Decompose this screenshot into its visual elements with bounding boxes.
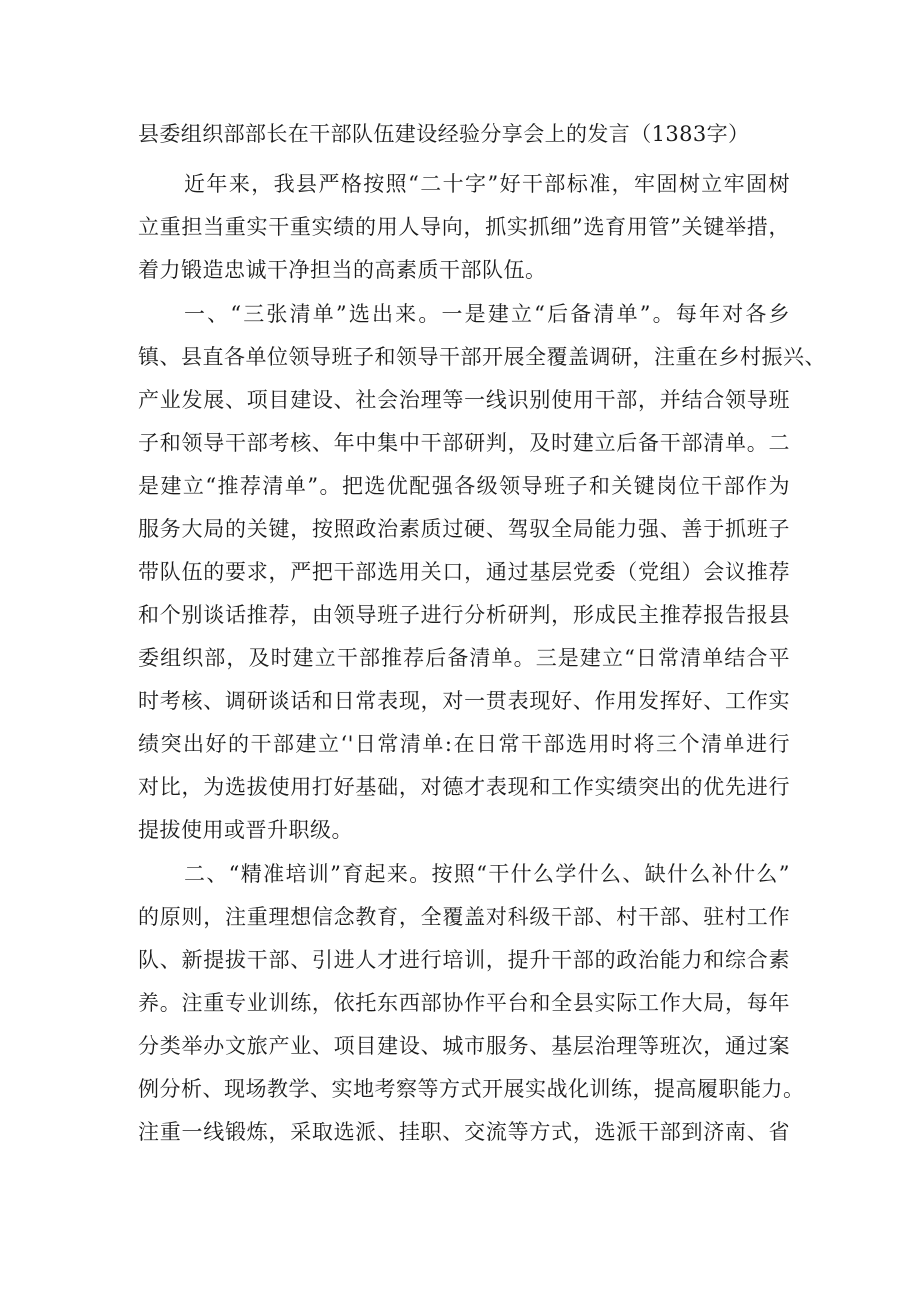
paragraph-line: 产业发展、项目建设、社会治理等一线识别使用干部，并结合领导班 xyxy=(138,388,790,412)
paragraph-line: 例分析、现场教学、实地考察等方式开展实战化训练，提高履职能力。 xyxy=(138,1077,805,1101)
paragraph-line: 时考核、调研谈话和日常表现，对一贯表现好、作用发挥好、工作实 xyxy=(138,689,790,713)
paragraph-line: 和个别谈话推荐，由领导班子进行分析研判，形成民主推荐报告报县 xyxy=(138,603,790,627)
paragraph-line: 是建立“推荐清单”。把选优配强各级领导班子和关键岗位干部作为 xyxy=(138,474,790,498)
paragraph-line: 队、新提拔干部、引进人才进行培训，提升干部的政治能力和综合素 xyxy=(138,948,790,972)
paragraph-line: 二、“精准培训”育起来。按照“干什么学什么、缺什么补什么” xyxy=(184,862,790,886)
paragraph-line: 立重担当重实干重实绩的用人导向，抓实抓细”选育用管”关键举措， xyxy=(138,215,790,239)
paragraph-line: 分类举办文旅产业、项目建设、城市服务、基层治理等班次，通过案 xyxy=(138,1034,790,1058)
document-title: 县委组织部部长在干部队伍建设经验分享会上的发言（1383字） xyxy=(138,122,750,146)
paragraph-line: 带队伍的要求，严把干部选用关口，通过基层党委（党组）会议推荐 xyxy=(138,560,790,584)
paragraph-line: 注重一线锻炼，采取选派、挂职、交流等方式，选派干部到济南、省 xyxy=(138,1120,790,1144)
paragraph-line: 的原则，注重理想信念教育，全覆盖对科级干部、村干部、驻村工作 xyxy=(138,905,790,929)
paragraph-line: 着力锻造忠诚干净担当的高素质干部队伍。 xyxy=(138,258,547,282)
paragraph-line: 对比，为选拔使用打好基础，对德才表现和工作实绩突出的优先进行 xyxy=(138,775,790,799)
paragraph-line: 服务大局的关键，按照政治素质过硬、驾驭全局能力强、善于抓班子 xyxy=(138,517,790,541)
paragraph-line: 委组织部，及时建立干部推荐后备清单。三是建立“日常清单结合平 xyxy=(138,646,790,670)
paragraph-line: 提拔使用或晋升职级。 xyxy=(138,818,353,842)
paragraph-line: 镇、县直各单位领导班子和领导干部开展全覆盖调研，注重在乡村振兴、 xyxy=(138,345,826,369)
paragraph-line: 养。注重专业训练，依托东西部协作平台和全县实际工作大局，每年 xyxy=(138,991,790,1015)
paragraph-line: 子和领导干部考核、年中集中干部研判，及时建立后备干部清单。二 xyxy=(138,431,790,455)
paragraph-line: 一、“三张清单”选出来。一是建立“后备清单”。每年对各乡 xyxy=(184,302,790,326)
paragraph-line: 绩突出好的干部建立‘'日常清单:在日常干部选用时将三个清单进行 xyxy=(138,732,790,756)
paragraph-line: 近年来，我县严格按照“二十字”好干部标准，牢固树立牢固树 xyxy=(184,172,790,196)
